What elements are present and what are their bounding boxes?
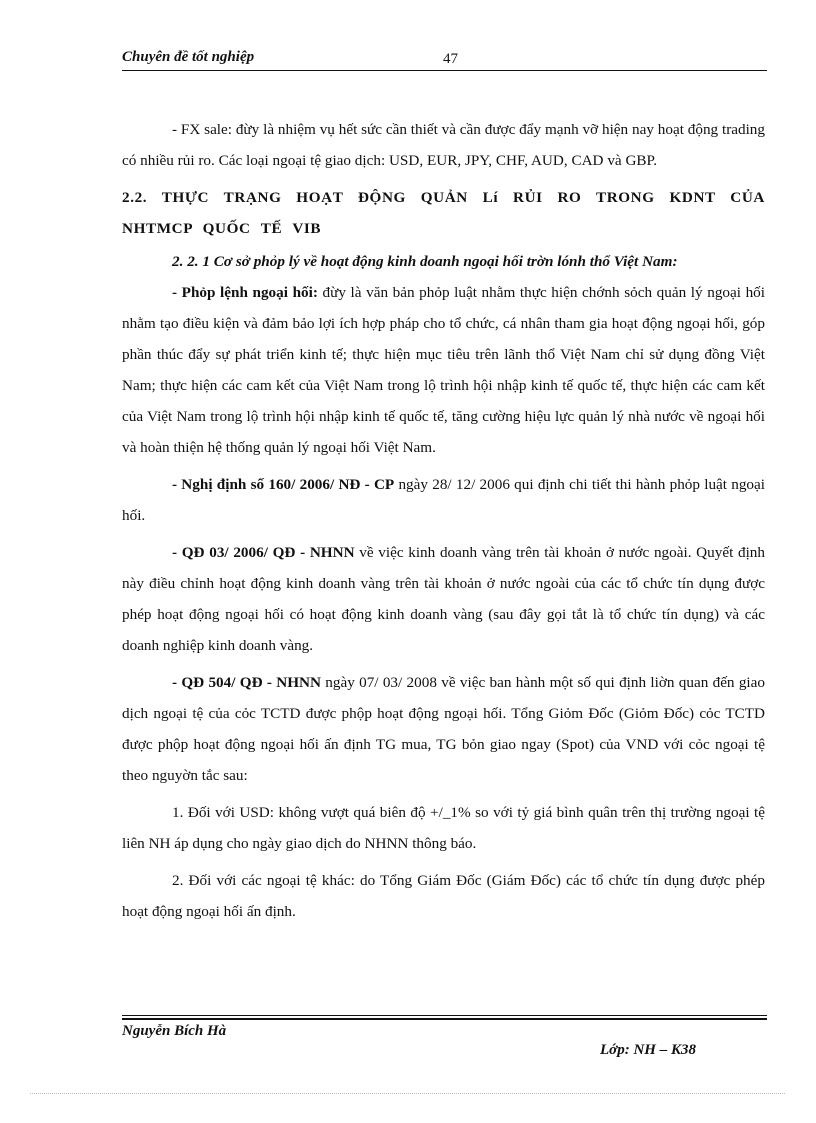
document-body — [122, 114, 765, 927]
page-bottom-dotted-line — [30, 1093, 785, 1094]
paragraph-nghi-dinh — [122, 469, 765, 531]
paragraph-phap-lenh — [122, 277, 765, 463]
paragraph-qd-03 — [122, 537, 765, 661]
paragraph-qd-504 — [122, 667, 765, 791]
section-heading-2-2: 2.2. THỰC TRẠNG HOẠT ĐỘNG QUẢN Lí RỦI RO TRONG KDNT CỦA NHTMCP QUỐC TẾ VIB — [122, 189, 765, 237]
header-divider — [122, 70, 767, 71]
paragraph-nghi-dinh-label: - Nghị định số 160/ 2006/ NĐ - CP — [172, 476, 395, 493]
subsection-heading-2-2-1: 2. 2. 1 Cơ sở phỏp lý về hoạt động kinh doanh ngoại hối trờn lónh thổ Việt Nam: — [172, 253, 678, 270]
header-title: Chuyên đề tốt nghiệp — [122, 49, 255, 65]
footer-divider-thin — [122, 1015, 767, 1016]
paragraph-qd-03-label: - QĐ 03/ 2006/ QĐ - NHNN — [172, 544, 355, 561]
paragraph-nghi-dinh-text: ngày 28/ 12/ 2006 qui định chi tiết thi hành phỏp luật ngoại hối. — [122, 476, 765, 524]
paragraph-qd-504-label: - QĐ 504/ QĐ - NHNN — [172, 674, 321, 691]
paragraph-qd-504-text: ngày 07/ 03/ 2008 về việc ban hành một số qui định liờn quan đến giao dịch ngoại tệ của cỏc TCTD được phộp hoạt động ngoại hối. Tổng Giỏm Đốc (Giỏm Đốc) cỏc TCTD được phộp hoạt động ngoại hối ấn định TG mua, TG bỏn giao ngay (Spot) của VND với cỏc ngoại tệ theo nguyờn tắc sau: — [122, 674, 765, 784]
paragraph-phap-lenh-label: - Phỏp lệnh ngoại hối: — [172, 284, 318, 301]
footer-class: Lớp: NH – K38 — [600, 1042, 696, 1058]
paragraph-qd-03-text: về việc kinh doanh vàng trên tài khoản ở nước ngoài. Quyết định này điều chỉnh hoạt động kinh doanh vàng trên tài khoản ở nước ngoài của các tổ chức tín dụng được phép hoạt động ngoại hối có hoạt động kinh doanh vàng (sau đây gọi tắt là tổ chức tín dụng) và các doanh nghiệp kinh doanh vàng. — [122, 544, 765, 654]
footer-divider-thick — [122, 1018, 767, 1020]
paragraph-other-currency-rule: 2. Đối với các ngoại tệ khác: do Tổng Giám Đốc (Giám Đốc) các tổ chức tín dụng được phép hoạt động ngoại hối ấn định. — [122, 872, 765, 920]
paragraph-phap-lenh-text: đừy là văn bản phỏp luật nhằm thực hiện chớnh sỏch quản lý ngoại hối nhằm tạo điều kiện và đảm bảo lợi ích hợp pháp cho tổ chức, cá nhân tham gia hoạt động ngoại hối, góp phần thúc đẩy sự phát triển kinh tế; thực hiện mục tiêu trên lãnh thổ Việt Nam chỉ sử dụng đồng Việt Nam; thực hiện các cam kết của Việt Nam trong lộ trình hội nhập kinh tế quốc tế, thực hiện các cam kết của Việt Nam trong lộ trình hội nhập kinh tế quốc tế, tăng cường hiệu lực quản lý nhà nước về ngoại hối và hoàn thiện hệ thống quản lý ngoại hối Việt Nam. — [122, 284, 765, 456]
paragraph-usd-rule: 1. Đối với USD: không vượt quá biên độ +/_1% so với tỷ giá bình quân trên thị trường ngoại tệ liên NH áp dụng cho ngày giao dịch do NHNN thông báo. — [122, 804, 765, 852]
page-number: 47 — [443, 51, 458, 67]
paragraph-fx-sale: - FX sale: đừy là nhiệm vụ hết sức cần thiết và cần được đẩy mạnh vỡ hiện nay hoạt động trading có nhiều rủi ro. Các loại ngoại tệ giao dịch: USD, EUR, JPY, CHF, AUD, CAD và GBP. — [122, 121, 765, 169]
footer-author: Nguyễn Bích Hà — [122, 1023, 227, 1039]
